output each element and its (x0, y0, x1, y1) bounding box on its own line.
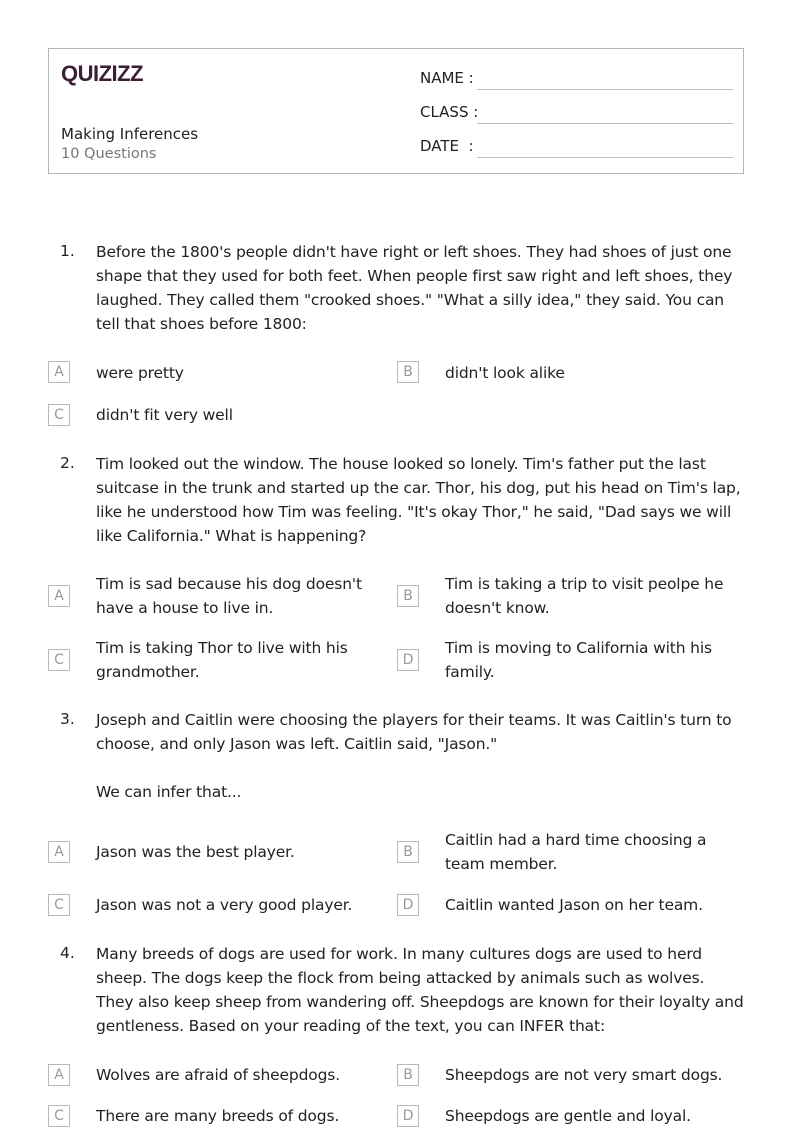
option-text: Tim is taking a trip to visit peolpe he doesn't know. (445, 575, 724, 617)
quizizz-logo-icon (61, 59, 151, 87)
option-letter-box[interactable]: B (397, 841, 419, 863)
question-text: Before the 1800's people didn't have right or left shoes. They had shoes of just one shape that they used for both feet. When people first saw right and left shoes, they laughed. They called them "crooked shoes." "What a silly idea," they said. You can tell that shoes before 1800: (96, 243, 733, 333)
class-line[interactable] (477, 123, 733, 124)
option-letter-box[interactable]: D (397, 894, 419, 916)
quizizz-logo (61, 59, 151, 91)
question-number: 3. (60, 710, 75, 728)
option-letter-box[interactable]: D (397, 1105, 419, 1127)
option-text: didn't look alike (445, 364, 565, 382)
option-letter-box[interactable]: B (397, 1064, 419, 1086)
question-text: Many breeds of dogs are used for work. In many cultures dogs are used to herd sheep. The dogs keep the flock from being attacked by animals such as wolves. They also keep sheep from wandering off. Sheepdogs are known for their loyalty and gentleness. Based on your reading of the text, you can INFER that: (96, 945, 744, 1035)
option-letter-box[interactable]: C (48, 649, 70, 671)
question-number: 4. (60, 944, 75, 962)
option-text: didn't fit very well (96, 406, 233, 424)
option-text: There are many breeds of dogs. (96, 1107, 340, 1125)
question-number: 1. (60, 242, 75, 260)
option-letter-box[interactable]: C (48, 1105, 70, 1127)
option-text: Tim is moving to California with his family. (445, 639, 712, 681)
svg-text:QUIZIZZ: QUIZIZZ (61, 61, 144, 86)
option-text: Tim is taking Thor to live with his grandmother. (96, 639, 348, 681)
option-letter-box[interactable]: C (48, 894, 70, 916)
option-text: Jason was not a very good player. (96, 896, 353, 914)
option-letter-box[interactable]: C (48, 404, 70, 426)
option-letter-box[interactable]: D (397, 649, 419, 671)
option-letter-box[interactable]: A (48, 841, 70, 863)
option-letter-box[interactable]: B (397, 585, 419, 607)
option-text: Wolves are afraid of sheepdogs. (96, 1066, 341, 1084)
date-label: DATE : (420, 137, 474, 155)
option-letter-box[interactable]: A (48, 585, 70, 607)
option-text: Tim is sad because his dog doesn't have a house to live in. (96, 575, 362, 617)
worksheet-header (48, 48, 744, 174)
option-letter-box[interactable]: B (397, 361, 419, 383)
date-line[interactable] (477, 157, 733, 158)
option-letter-box[interactable]: A (48, 361, 70, 383)
question-text: Joseph and Caitlin were choosing the players for their teams. It was Caitlin's turn to choose, and only Jason was left. Caitlin said, "Jason." We can infer that... (96, 711, 732, 801)
option-text: Caitlin wanted Jason on her team. (445, 896, 703, 914)
option-text: Sheepdogs are gentle and loyal. (445, 1107, 691, 1125)
option-text: Jason was the best player. (96, 843, 295, 861)
question-number: 2. (60, 454, 75, 472)
option-text: were pretty (96, 364, 184, 382)
question-count: 10 Questions (61, 146, 157, 162)
name-label: NAME : (420, 69, 474, 87)
question-text: Tim looked out the window. The house looked so lonely. Tim's father put the last suitcase in the trunk and started up the car. Thor, his dog, put his head on Tim's lap, like he understood how Tim was feeling. "It's okay Thor," he said, "Dad says we will like California." What is happening? (96, 455, 741, 545)
option-text: Caitlin had a hard time choosing a team member. (445, 831, 707, 873)
option-letter-box[interactable]: A (48, 1064, 70, 1086)
name-line[interactable] (477, 89, 733, 90)
class-label: CLASS : (420, 103, 479, 121)
worksheet-title: Making Inferences (61, 125, 199, 143)
option-text: Sheepdogs are not very smart dogs. (445, 1066, 723, 1084)
